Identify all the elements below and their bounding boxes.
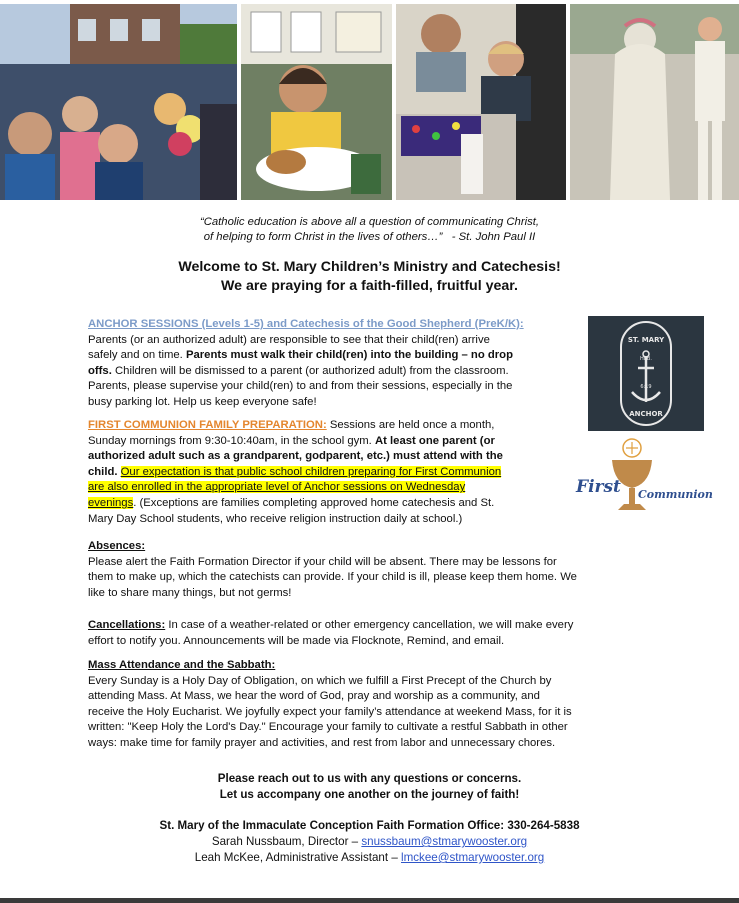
anchor-bold-rule-end: offs. xyxy=(88,364,112,377)
welcome-line-2: We are praying for a faith-filled, fruitful year. xyxy=(221,278,518,294)
anchor-line-2 xyxy=(88,348,578,364)
communion-line-6 xyxy=(88,496,568,512)
boy-with-bread-photo xyxy=(241,4,392,200)
communion-line-5 xyxy=(88,480,568,496)
communion-text-schedule: Sunday mornings from 9:30-10:40am, in the school gym. xyxy=(88,434,375,447)
closing-line-1: Please reach out to us with any questions or concerns. xyxy=(217,772,522,785)
crowd-with-flowers-photo xyxy=(0,4,237,200)
assistant-line xyxy=(0,850,739,866)
mass-line-3: receive the Holy Eucharist. We joyfully expect your family’s attendance at weekend Mass, for it is xyxy=(88,705,572,718)
communion-line-7: Mary Day School students, who receive religion instruction daily at school.) xyxy=(88,512,463,525)
anchor-line-5: busy parking lot. Help us keep everyone safe! xyxy=(88,395,317,408)
mass-line-4: written: "Keep Holy the Lord's Day." Encourage your family to cultivate a restful Sabbath in other xyxy=(88,721,568,734)
cancellations-heading: Cancellations: xyxy=(88,619,166,631)
anchor-line-4: Parents, please supervise your child(ren) to and from their sessions, especially in the xyxy=(88,380,513,393)
mass-line-2: attending Mass. At Mass, we hear the word of God, pray and worship as a community, and xyxy=(88,690,540,703)
mass-line-5: ways: make time for family prayer and activities, and rest from labor and unnecessary chores. xyxy=(88,736,556,749)
director-email-link[interactable]: snussbaum@stmarywooster.org xyxy=(361,835,528,848)
contact-block xyxy=(0,818,739,866)
communion-logo-word-first: First xyxy=(576,477,621,497)
anchor-logo-heb-text: HEB. xyxy=(640,356,652,362)
office-phone: St. Mary of the Immaculate Conception Faith Formation Office: 330-264-5838 xyxy=(159,819,580,832)
mass-attendance-section xyxy=(88,658,658,752)
communion-line-3 xyxy=(88,449,568,465)
absences-line-2: them to make up, which the catechists can provide. If your child is ill, please keep them home. We xyxy=(88,571,577,584)
communion-highlight-3: evenings xyxy=(88,496,134,509)
anchor-bold-rule: Parents must walk their child(ren) into the building – no drop xyxy=(185,349,513,362)
anchor-logo-verse-text: 6:19 xyxy=(640,384,652,390)
mass-line-1: Every Sunday is a Holy Day of Obligation, on which we fulfill a First Precept of the Church by xyxy=(88,674,552,687)
st-mary-anchor-logo xyxy=(588,316,704,431)
page-bottom-edge xyxy=(0,898,739,903)
anchor-text: safely and on time. xyxy=(88,349,186,362)
cancellations-line-2: effort to notify you. Announcements will be made via Flocknote, Remind, and email. xyxy=(88,634,505,647)
anchor-logo-bottom-text: ANCHOR xyxy=(629,410,663,418)
anchor-text-dismissal: Children will be dismissed to a parent (or authorized adult) from the classroom. xyxy=(111,364,509,377)
anchor-logo-top-text: ST. MARY xyxy=(627,336,665,344)
communion-highlight-1: Our expectation is that public school children preparing for First Communion xyxy=(120,465,502,478)
assistant-email-link[interactable]: lmckee@stmarywooster.org xyxy=(401,851,545,864)
quote-line-1: “Catholic education is above all a question of communicating Christ, xyxy=(199,216,540,228)
first-communion-section xyxy=(88,418,568,527)
welcome-line-1: Welcome to St. Mary Children’s Ministry and Catechesis! xyxy=(178,259,561,275)
communion-text-monthly: Sessions are held once a month, xyxy=(326,419,495,431)
welcome-heading xyxy=(0,258,739,296)
cancellations-text: In case of a weather-related or other emergency cancellation, we will make every xyxy=(165,619,574,631)
director-name: Sarah Nussbaum, Director – xyxy=(211,835,362,848)
cancellations-section xyxy=(88,618,658,649)
communion-text-exceptions: . (Exceptions are families completing approved home catechesis and St. xyxy=(133,496,495,509)
closing-line-2: Let us accompany one another on the journey of faith! xyxy=(219,788,520,801)
absences-line-1: Please alert the Faith Formation Director if your child will be absent. There may be lessons for xyxy=(88,555,557,568)
john-paul-quote xyxy=(0,215,739,245)
anchor-sessions-section xyxy=(88,317,578,411)
communion-heading: FIRST COMMUNION FAMILY PREPARATION: xyxy=(88,419,327,431)
absences-section xyxy=(88,539,658,601)
closing-message xyxy=(0,771,739,803)
cancellations-line-1 xyxy=(88,618,658,634)
absences-line-3: like to share many things, but not germs! xyxy=(88,586,292,599)
anchor-line-3 xyxy=(88,364,578,380)
anchor-line-1: Parents (or an authorized adult) are responsible to see that their child(ren) arrive xyxy=(88,333,490,346)
absences-heading: Absences: xyxy=(88,540,146,552)
communion-line-4 xyxy=(88,465,568,481)
mary-statue-crowning-photo xyxy=(570,4,739,200)
communion-bold-authorized: authorized adult such as a grandparent, godparent, etc.) must attend with the xyxy=(88,450,503,463)
communion-line-1 xyxy=(88,418,568,434)
communion-bold-child: child. xyxy=(88,465,118,478)
director-line xyxy=(0,834,739,850)
communion-highlight-2: are also enrolled in the appropriate level of Anchor sessions on Wednesday xyxy=(88,481,466,494)
children-crafting-photo xyxy=(396,4,566,200)
assistant-name: Leah McKee, Administrative Assistant – xyxy=(194,851,401,864)
anchor-sessions-heading: ANCHOR SESSIONS (Levels 1-5) and Catechesis of the Good Shepherd (PreK/K): xyxy=(88,318,524,330)
communion-logo-word-communion: Communion xyxy=(638,488,713,501)
communion-line-2 xyxy=(88,434,568,450)
first-communion-logo xyxy=(574,436,713,521)
quote-line-2: of helping to form Christ in the lives of others…” - St. John Paul II xyxy=(203,231,536,243)
communion-bold-parent: At least one parent (or xyxy=(374,434,495,447)
mass-heading: Mass Attendance and the Sabbath: xyxy=(88,659,276,671)
